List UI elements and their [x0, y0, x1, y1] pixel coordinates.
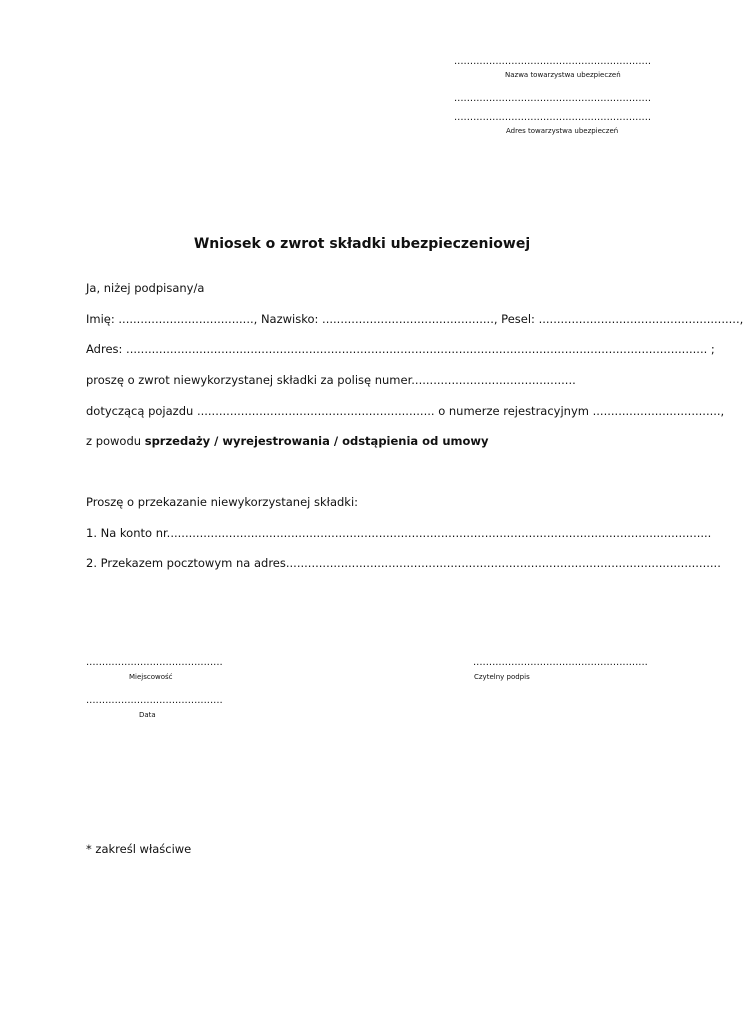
- reason-prefix: z powodu: [86, 434, 145, 448]
- intro-text: Ja, niżej podpisany/a: [86, 281, 205, 295]
- option-account: 1. Na konto nr.....................................................................................................................................................: [86, 526, 712, 540]
- policy-line: proszę o zwrot niewykorzystanej składki za polisę numer.............................................: [86, 373, 576, 387]
- insurer-address-dots-2: ..............................................................: [454, 112, 652, 123]
- place-caption: Miejscowość: [129, 673, 173, 681]
- vehicle-line: dotyczącą pojazdu ................................................................. o numerze rejestracyjnym ...................................,: [86, 404, 725, 418]
- reason-line: [86, 434, 489, 448]
- reason-options: sprzedaży / wyrejestrowania / odstąpienia od umowy: [144, 434, 489, 448]
- insurer-name-dots: ..............................................................: [454, 56, 652, 67]
- option-postal: 2. Przekazem pocztowym na adres.......................................................................................................................: [86, 556, 721, 570]
- address-line: Adres: ............................................................................................................................................................... ;: [86, 342, 715, 356]
- date-dots: ...........................................: [86, 695, 223, 706]
- signature-caption: Czytelny podpis: [474, 673, 530, 681]
- place-dots: ...........................................: [86, 657, 223, 668]
- insurer-name-caption: Nazwa towarzystwa ubezpieczeń: [505, 71, 621, 79]
- page-title: Wniosek o zwrot składki ubezpieczeniowej: [193, 236, 531, 252]
- transfer-intro: Proszę o przekazanie niewykorzystanej składki:: [86, 495, 359, 509]
- signature-dots: .......................................................: [473, 657, 648, 668]
- insurer-address-caption: Adres towarzystwa ubezpieczeń: [506, 127, 619, 135]
- footnote: * zakreśl właściwe: [86, 842, 192, 856]
- name-line: Imię: ....................................., Nazwisko: ..............................................., Pesel: .......................................................,: [86, 312, 743, 326]
- insurer-address-dots-1: ..............................................................: [454, 93, 652, 104]
- date-caption: Data: [139, 711, 156, 719]
